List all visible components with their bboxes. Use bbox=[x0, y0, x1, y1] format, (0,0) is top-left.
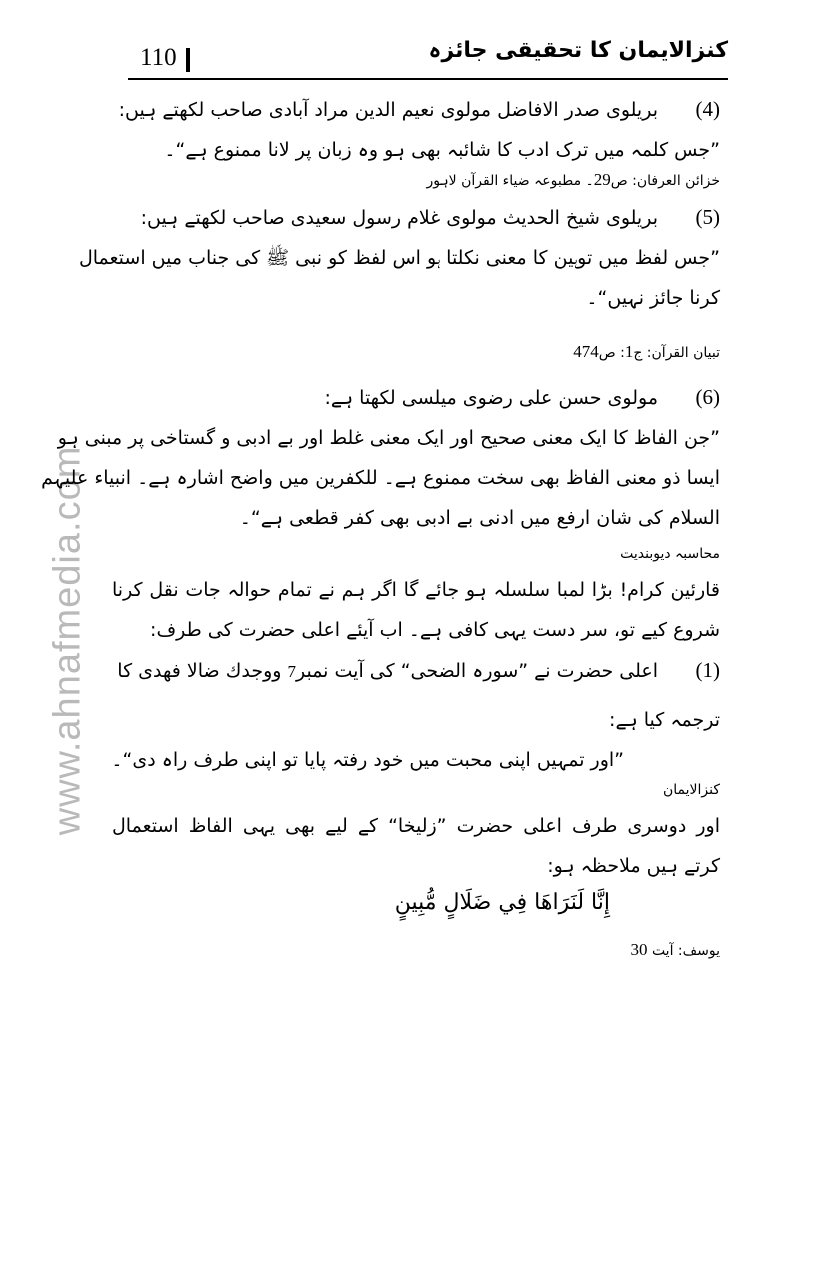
section-4-number: (4) bbox=[695, 97, 720, 121]
header-rule bbox=[128, 78, 728, 80]
other-side-line-1: اور دوسری طرف اعلی حضرت ”زلیخا“ کے لیے بھی یہی الفاظ استعمال bbox=[112, 815, 720, 837]
section-4-quote: ”جس کلمہ میں ترک ادب کا شائبہ بھی ہو وہ زبان پر لانا ممنوع ہے“۔ bbox=[164, 139, 720, 161]
verse-ref-ayah: 30 bbox=[630, 940, 648, 959]
section-4-intro-text: بریلوی صدر الافاضل مولوی نعیم الدین مراد آبادی صاحب لکھتے ہیں: bbox=[118, 99, 658, 121]
section-5-intro bbox=[112, 200, 720, 235]
section-5-ref-volume: 1 bbox=[624, 342, 634, 361]
section-4-ref-book: خزائن العرفان: ص bbox=[610, 173, 720, 189]
point-1-reference: کنزالایمان bbox=[662, 782, 720, 798]
section-5-quote-line-1: ”جس لفظ میں توہین کا معنی نکلتا ہو اس لفظ کو نبی ﷺ کی جناب میں استعمال bbox=[78, 247, 720, 269]
verse-reference bbox=[112, 937, 720, 964]
page-number-bar bbox=[186, 48, 190, 72]
section-5-ref-page: 474 bbox=[573, 342, 599, 361]
running-title: کنزالایمان کا تحقیقی جائزہ bbox=[428, 38, 728, 63]
section-5-intro-text: بریلوی شیخ الحدیث مولوی غلام رسول سعیدی صاحب لکھتے ہیں: bbox=[140, 207, 658, 229]
point-1-text-b: ووجدك ضالا فهدى کا bbox=[117, 660, 282, 682]
point-1-quote: ”اور تمہیں اپنی محبت میں خود رفتہ پایا تو اپنی طرف راہ دی“۔ bbox=[111, 749, 624, 771]
page-header bbox=[128, 38, 728, 86]
section-4-intro bbox=[112, 92, 720, 127]
section-6-number: (6) bbox=[695, 385, 720, 409]
section-5-ref-separator: : ص bbox=[598, 345, 625, 361]
point-1-number: (1) bbox=[695, 658, 720, 682]
section-5-number: (5) bbox=[695, 205, 720, 229]
other-side-line-2: کرتے ہیں ملاحظہ ہو: bbox=[547, 855, 720, 877]
verse-ref-surah: یوسف: آیت bbox=[651, 943, 720, 959]
point-1-ayah-number: 7 bbox=[287, 662, 296, 681]
section-6-intro bbox=[112, 380, 720, 415]
section-5-reference bbox=[112, 339, 720, 366]
quran-verse: إِنَّا لَنَرَاهَا فِي ضَلَالٍ مُّبِينٍ bbox=[394, 890, 610, 915]
section-4-reference bbox=[112, 167, 720, 194]
section-6-intro-text: مولوی حسن علی رضوی میلسی لکھتا ہے: bbox=[324, 387, 658, 409]
section-5-ref-book: تبیان القرآن: ج bbox=[633, 345, 720, 361]
point-1-text-a: اعلی حضرت نے ”سورہ الضحی“ کی آیت نمبر bbox=[295, 660, 658, 682]
section-6-quote-line-1: ”جن الفاظ کا ایک معنی صحیح اور ایک معنی غلط اور بے ادبی و گستاخی پر مبنی ہو bbox=[57, 427, 720, 449]
readers-line-2: شروع کیے تو، سر دست یہی کافی ہے۔ اب آیئے اعلی حضرت کی طرف: bbox=[150, 619, 720, 641]
section-6-quote-line-2: ایسا ذو معنی الفاظ بھی سخت ممنوع ہے۔ للکفرین میں واضح اشارہ ہے۔ انبیاء علیہم bbox=[41, 467, 720, 489]
section-6-quote-line-3: السلام کی شان ارفع میں ادنی بے ادبی بھی کفر قطعی ہے“۔ bbox=[239, 507, 720, 529]
point-1-line-2: ترجمہ کیا ہے: bbox=[609, 709, 720, 731]
watermark-text: www.ahnafmedia.com bbox=[46, 445, 89, 835]
section-5-quote-line-2: کرنا جائز نہیں“۔ bbox=[586, 287, 720, 309]
section-4-ref-page: 29 bbox=[593, 170, 611, 189]
point-1-line-1 bbox=[112, 653, 720, 689]
watermark bbox=[38, 380, 98, 900]
readers-line-1: قارئین کرام! بڑا لمبا سلسلہ ہو جائے گا اگر ہم نے تمام حوالہ جات نقل کرنا bbox=[112, 579, 720, 601]
section-6-reference: محاسبہ دیوبندیت bbox=[620, 546, 720, 562]
section-4-ref-publisher: ۔ مطبوعہ ضیاء القرآن لاہور bbox=[426, 173, 594, 189]
page-number: 110 bbox=[140, 44, 177, 71]
